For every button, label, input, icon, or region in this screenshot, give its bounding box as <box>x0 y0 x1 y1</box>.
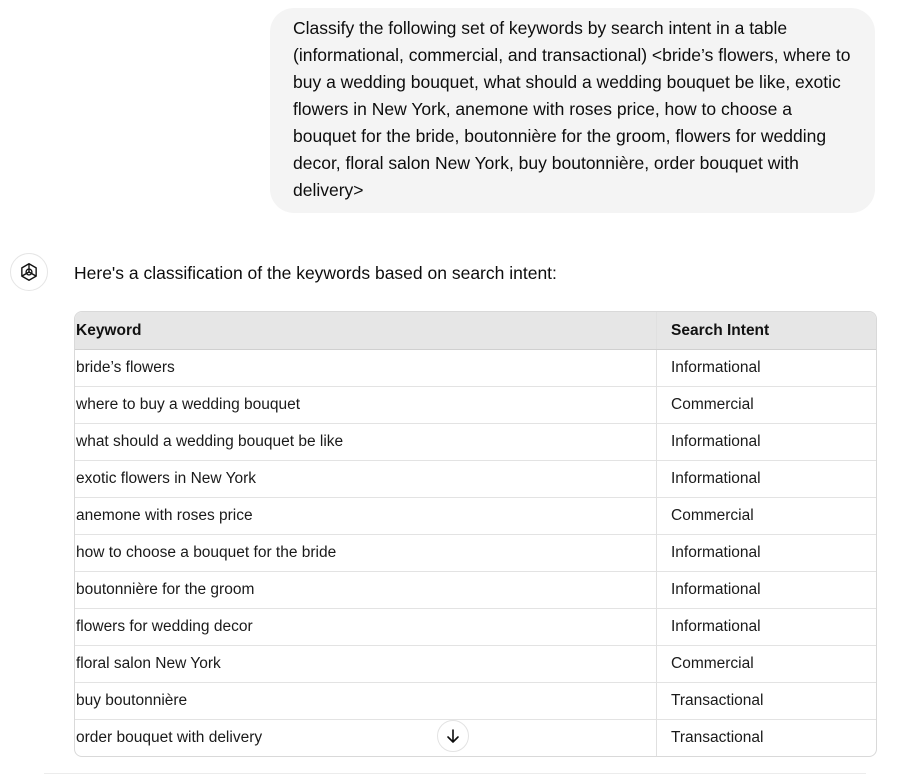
table-header-row <box>75 312 876 350</box>
keyword-cell: buy boutonnière <box>75 683 657 720</box>
assistant-avatar <box>10 253 48 291</box>
table-row <box>75 350 876 387</box>
header-search-intent: Search Intent <box>657 312 877 350</box>
intent-cell: Transactional <box>657 683 877 720</box>
keyword-cell: bride’s flowers <box>76 359 175 376</box>
keyword-cell: how to choose a bouquet for the bride <box>75 535 657 572</box>
user-message-text: Classify the following set of keywords by search intent in a table (informational, commercial, and transactional) <bride’s flowers, where to buy a wedding bouquet, what should a wedding bouquet be like, exotic flowers in New York, anemone with roses price, how to choose a bouquet for the bride, boutonnière for the groom, flowers for wedding decor, floral salon New York, buy boutonnière, order bouquet with delivery> <box>293 18 851 200</box>
keyword-cell: what should a wedding bouquet be like <box>75 424 657 461</box>
table-row <box>75 720 876 757</box>
assistant-intro-text: Here's a classification of the keywords based on search intent: <box>74 263 557 283</box>
intent-cell: Informational <box>657 461 877 498</box>
scroll-to-bottom-button[interactable] <box>437 720 469 752</box>
divider <box>44 773 866 774</box>
openai-logo-icon <box>18 261 40 283</box>
table-row <box>75 387 876 424</box>
user-message-bubble <box>270 8 875 213</box>
intent-cell: Informational <box>657 350 877 387</box>
table-row <box>75 461 876 498</box>
header-keyword: Keyword <box>75 312 657 350</box>
table-row <box>75 424 876 461</box>
keyword-intent-table <box>74 311 877 757</box>
keyword-cell: flowers for wedding decor <box>75 609 657 646</box>
intent-cell: Transactional <box>657 720 877 757</box>
intent-cell: Informational <box>657 609 877 646</box>
intent-cell: Commercial <box>657 387 877 424</box>
intent-cell: Commercial <box>657 498 877 535</box>
keyword-cell: anemone with roses price <box>75 498 657 535</box>
keyword-cell: exotic flowers in New York <box>75 461 657 498</box>
intent-cell: Informational <box>657 572 877 609</box>
table-row <box>75 683 876 720</box>
table-row <box>75 609 876 646</box>
table-row <box>75 498 876 535</box>
table-row <box>75 535 876 572</box>
intent-cell: Informational <box>657 424 877 461</box>
table-row <box>75 572 876 609</box>
table-row <box>75 646 876 683</box>
arrow-down-icon <box>445 728 461 744</box>
keyword-cell: order bouquet with delivery <box>75 720 657 757</box>
keyword-cell: boutonnière for the groom <box>75 572 657 609</box>
intent-cell: Commercial <box>657 646 877 683</box>
keyword-cell: floral salon New York <box>75 646 657 683</box>
keyword-cell: where to buy a wedding bouquet <box>75 387 657 424</box>
intent-cell: Informational <box>657 535 877 572</box>
